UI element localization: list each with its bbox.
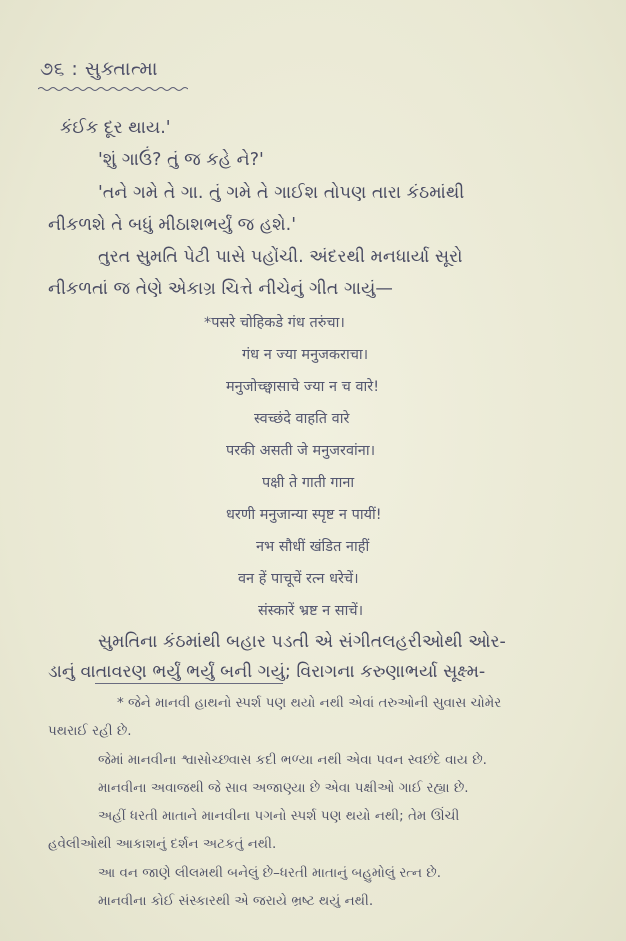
running-title: સુક્તાત્મા [84,58,158,80]
verse-line: *पसरे चोहिकडे गंध तरुंचा। [204,315,345,331]
footnote-line: આ વન જાણે લીલમથી બનેલું છે–ધરતી માતાનું બહુમોલું રત્ન છે. [98,865,442,881]
footnote-line: જેમાં માનવીના શ્વાસોચ્છ્વાસ કદી ભળ્યા નથી એવા પવન સ્વછંદે વાય છે. [98,752,487,768]
header-separator: : [71,58,79,80]
verse-line: गंध न ज्या मनुजकराचा। [242,347,369,363]
footnote-line: માનવીના અવાજથી જે સાવ અજાણ્યા છે એવા પક્ષીઓ ગાઈ રહ્યા છે. [98,780,469,796]
running-header [40,58,158,80]
header-wavy-rule [38,86,188,92]
footnote-line: માનવીના કોઈ સંસ્કારથી એ જરાયે ભ્રષ્ટ થયું નથી. [98,893,374,909]
footnote-line: હવેલીઓથી આકાશનું દર્શન અટકતું નથી. [48,836,277,852]
body-line: કંઈક દૂર થાય.' [60,118,171,138]
verse-line: पक्षी ते गाती गाना [262,475,355,491]
footnote-rule [95,683,283,684]
body-line: તુરત સુમતિ પેટી પાસે પહોંચી. અંદરથી મનધાર્યા સૂરો [98,247,463,267]
page-number: ૭૬ [40,58,65,80]
verse-line: परकी असती जे मनुजरवांना। [226,443,376,459]
footnote-line: * જેને માનવી હાથનો સ્પર્શ પણ થયો નથી એવાં તરુઓની સુવાસ ચોમેર [117,695,502,711]
body-line: નીકળતાં જ તેણે એકાગ્ર ચિત્તે નીચેનું ગીત ગાયું— [48,279,393,299]
verse-line: मनुजोच्छ्वासाचे ज्या न च वारे! [226,379,380,395]
body-line: ડાનું વાતાવરણ ભર્યું ભર્યું બની ગયું; વિરાગના કરુણાભર્યા સૂક્ષ્મ- [48,662,486,682]
body-line: 'તને ગમે તે ગા. તું ગમે તે ગાઈશ તોપણ તારા કંઠમાંથી [98,183,465,203]
verse-line: संस्कारें भ्रष्ट न साचें। [258,603,364,619]
verse-line: धरणी मनुजान्या स्पृष्ट न पायीं! [226,507,382,523]
verse-line: वन हें पाचूचें रत्न धरेचें। [238,571,359,587]
verse-line: नभ सौधीं खंडित नाहीं [256,539,370,555]
footnote-line: અહીં ધરતી માતાને માનવીના પગનો સ્પર્શ પણ થયો નથી; તેમ ઊંચી [98,808,460,824]
verse-line: स्वच्छंदे वाहति वारे [254,411,350,427]
body-line: સુમતિના કંઠમાંથી બહાર પડતી એ સંગીતલહરીઓથી ઓર- [98,632,506,652]
body-line: 'શું ગાઉં? તું જ કહે ને?' [98,150,264,170]
body-line: નીકળશે તે બધું મીઠાશભર્યું જ હશે.' [48,215,297,235]
footnote-line: પથરાઈ રહી છે. [48,723,132,739]
